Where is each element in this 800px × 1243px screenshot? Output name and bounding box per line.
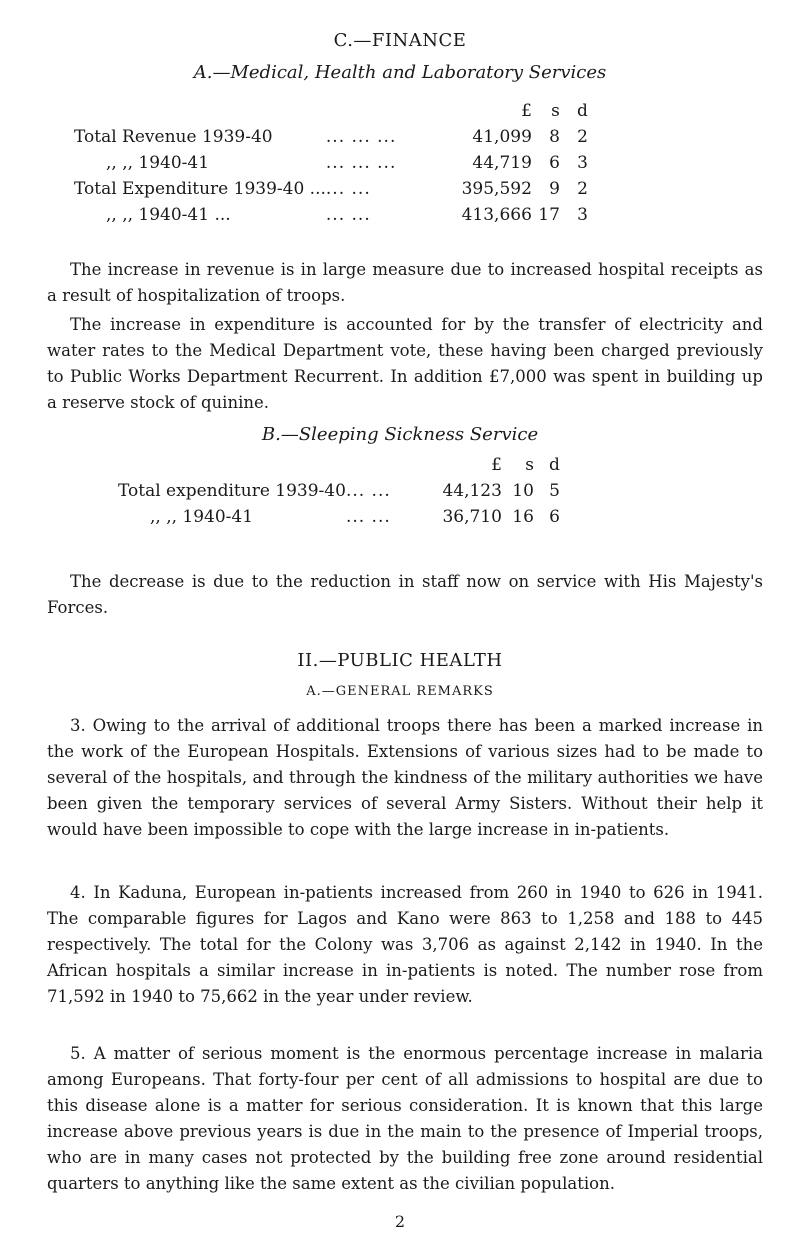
row-pounds: 36,710 (442, 507, 502, 527)
general-remarks-subtitle: A.—GENERAL REMARKS (306, 684, 494, 699)
paragraph-3: 3. Owing to the arrival of additional troops there has been a marked increase in the work of the European Hospitals. Extensions of various sizes had to be made to several of the hospitals, and through the kindness of the military authorities we have been given the temporary services of several Army Sisters. Without their help it would have been impossible to cope with the large increase in in-patients. (47, 716, 763, 839)
row-leader: ... ... (345, 481, 391, 501)
table-row (118, 478, 560, 504)
row-pence: 2 (577, 127, 588, 147)
row-shillings: 17 (538, 205, 560, 225)
row-pence: 3 (577, 205, 588, 225)
row-leader: ... ... (325, 179, 371, 199)
expenditure-paragraph: The increase in expenditure is accounted for by the transfer of electricity and water rates to the Medical Department vote, these having been charged previously to Public Works Department Recurrent. In addition £7,000 was spent in building up a reserve stock of quinine. (47, 315, 763, 412)
sleeping-sickness-table (118, 452, 560, 530)
row-leader: ... ... ... (325, 153, 397, 173)
row-leader: ... ... (345, 507, 391, 527)
row-label: ,, ,, 1940-41 (106, 153, 210, 173)
row-pence: 5 (549, 481, 560, 501)
paragraph-4: 4. In Kaduna, European in-patients increased from 260 in 1940 to 626 in 1941. The comparable figures for Lagos and Kano were 863 to 1,258 and 188 to 445 respectively. The total for the Colony was 3,706 as against 2,142 in 1940. In the African hospitals a similar increase in in-patients is noted. The number rose from 71,592 in 1940 to 75,662 in the year under review. (47, 883, 763, 1006)
pounds-header: £ (491, 455, 502, 475)
decrease-paragraph: The decrease is due to the reduction in staff now on service with His Majesty's Forces. (47, 572, 763, 617)
table-row (74, 150, 588, 176)
row-label: Total expenditure 1939-40 (118, 481, 346, 501)
row-shillings: 9 (549, 179, 560, 199)
table-header-row (74, 98, 588, 124)
table-header-row (118, 452, 560, 478)
shillings-header: s (551, 101, 560, 121)
row-shillings: 6 (549, 153, 560, 173)
pounds-header: £ (521, 101, 532, 121)
revenue-paragraph: The increase in revenue is in large measure due to increased hospital receipts as a result of hospitalization of troops. (47, 260, 763, 305)
row-pounds: 413,666 (461, 205, 532, 225)
row-shillings: 8 (549, 127, 560, 147)
medical-services-subtitle: A.—Medical, Health and Laboratory Services (193, 62, 607, 83)
row-shillings: 10 (512, 481, 534, 501)
row-pence: 2 (577, 179, 588, 199)
row-leader: ... ... (325, 205, 371, 225)
page-number: 2 (394, 1212, 406, 1231)
pence-header: d (549, 455, 560, 475)
row-pounds: 44,719 (472, 153, 532, 173)
medical-finance-table (74, 98, 588, 228)
table-row (74, 202, 588, 228)
row-pence: 6 (549, 507, 560, 527)
row-pounds: 44,123 (442, 481, 502, 501)
row-label: ,, ,, 1940-41 (150, 507, 254, 527)
row-pounds: 395,592 (461, 179, 532, 199)
row-leader: ... ... ... (325, 127, 397, 147)
row-label: Total Revenue 1939-40 (74, 127, 273, 147)
paragraph-5: 5. A matter of serious moment is the enormous percentage increase in malaria among Europeans. That forty-four per cent of all admissions to hospital are due to this disease alone is a matter for serious consideration. It is known that this large increase above previous years is due in the main to the presence of Imperial troops, who are in many cases not protected by the building free zone around residential quarters to anything like the same extent as the civilian population. (47, 1044, 763, 1193)
shillings-header: s (525, 455, 534, 475)
row-label: ,, ,, 1940-41 ... (106, 205, 231, 225)
pence-header: d (577, 101, 588, 121)
row-shillings: 16 (512, 507, 534, 527)
row-pounds: 41,099 (472, 127, 532, 147)
table-row (118, 504, 560, 530)
row-pence: 3 (577, 153, 588, 173)
sleeping-sickness-subtitle: B.—Sleeping Sickness Service (261, 424, 539, 445)
finance-title: C.—FINANCE (333, 30, 467, 51)
table-row (74, 124, 588, 150)
table-row (74, 176, 588, 202)
row-label: Total Expenditure 1939-40 ... (74, 179, 326, 199)
public-health-title: II.—PUBLIC HEALTH (297, 650, 503, 671)
